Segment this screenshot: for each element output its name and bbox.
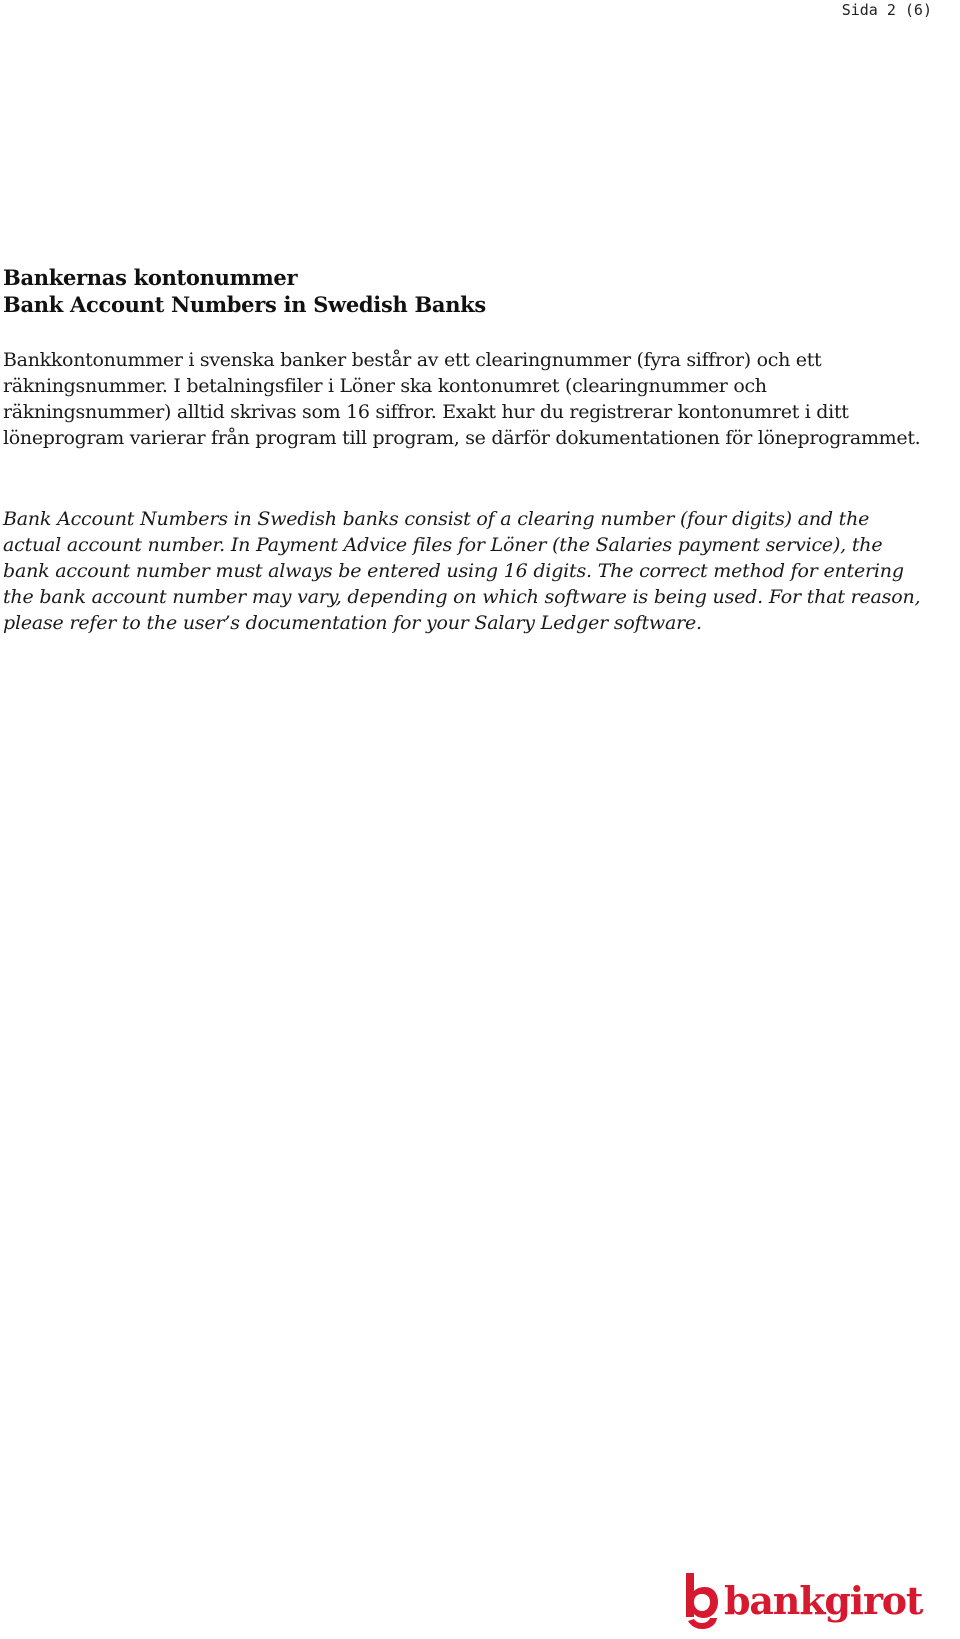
page-number: Sida 2 (6) [841,1,932,19]
paragraph-english: Bank Account Numbers in Swedish banks consist of a clearing number (four digits) and the actual account number. In Payment Advice files for Löner (the Salaries payment service), the bank account number must always be entered using 16 digits. The correct method for entering the bank account number may vary, depending on which software is being used. For that reason, please refer to the user’s documentation for your Salary Ledger software. [3,508,921,634]
heading-swedish: Bankernas kontonummer [3,265,298,290]
heading-english: Bank Account Numbers in Swedish Banks [3,292,486,317]
bankgirot-bg-logo-icon [682,1571,720,1631]
bankgirot-logo [682,1571,952,1631]
document-heading [3,264,933,318]
paragraph-swedish: Bankkontonummer i svenska banker består av ett clearingnummer (fyra siffror) och ett räkningsnummer. I betalningsfiler i Löner ska kontonumret (clearingnummer och räkningsnummer) alltid skrivas som 16 siffror. Exakt hur du registrerar kontonumret i ditt löneprogram varierar från program till program, se därför dokumentationen för löneprogrammet. [3,349,921,449]
bankgirot-wordmark: bankgirot [724,1578,923,1623]
